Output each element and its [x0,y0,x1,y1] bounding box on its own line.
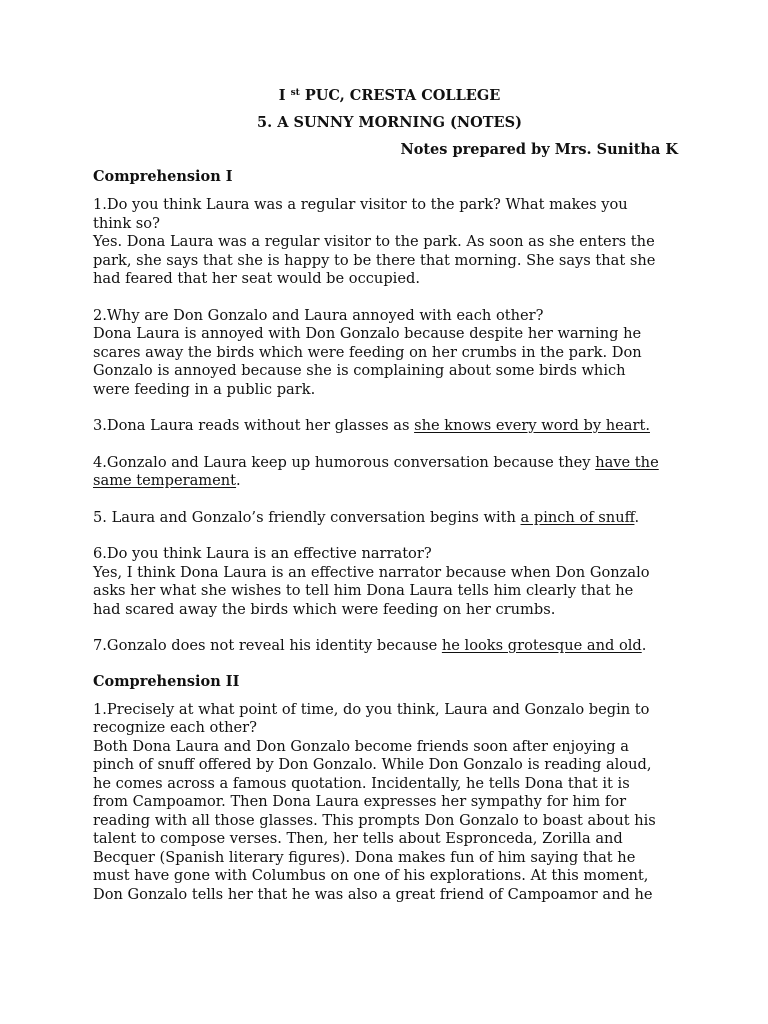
college-superscript: st [290,88,300,98]
text-line [93,417,678,436]
college-title [93,88,678,104]
text-line: had feared that her seat would be occupied. [93,270,420,287]
text-line: 6.Do you think Laura is an effective narrator? [93,545,432,562]
text-line: 2.Why are Don Gonzalo and Laura annoyed with each other? [93,306,544,324]
college-prefix: I [278,87,286,104]
text-line [93,637,678,656]
comp1-question-4 [93,454,678,491]
text-line: Don Gonzalo tells her that he was also a great friend of Campoamor and he [93,885,653,903]
answer-lead-in: 4.Gonzalo and Laura keep up humorous conversation because they [93,453,596,471]
answer-underlined: she knows every word by heart. [414,417,650,434]
answer-underlined: have the [595,453,659,471]
comp1-question-7 [93,637,678,656]
section-heading-comprehension-1: Comprehension I [93,168,233,185]
comp2-question-1 [93,701,678,905]
document-page [93,88,678,922]
comp1-question-6 [93,545,678,619]
text-line: Both Dona Laura and Don Gonzalo become friends soon after enjoying a [93,737,629,755]
answer-lead-in: 7.Gonzalo does not reveal his identity because [93,637,442,654]
answer-underlined: a pinch of snuff [520,508,635,526]
text-line: recognize each other? [93,719,257,736]
answer-tail: . [236,472,241,489]
text-line: Dona Laura is annoyed with Don Gonzalo because despite her warning he [93,325,642,342]
comp1-question-3 [93,417,678,436]
text-line [93,472,678,491]
text-line: from Campoamor. Then Dona Laura expresses her sympathy for him for [93,793,627,810]
section-heading-comprehension-2: Comprehension II [93,672,240,690]
text-line: park, she says that she is happy to be there that morning. She says that she [93,251,656,269]
text-line: were feeding in a public park. [93,380,316,398]
text-line: reading with all those glasses. This prompts Don Gonzalo to boast about his [93,811,656,829]
text-line: had scared away the birds which were feeding on her crumbs. [93,600,556,618]
text-line: think so? [93,214,160,232]
college-name: PUC, CRESTA COLLEGE [299,87,501,104]
text-line: Yes, I think Dona Laura is an effective narrator because when Don Gonzalo [93,563,650,581]
text-line: Gonzalo is annoyed because she is complaining about some birds which [93,362,626,379]
text-line: pinch of snuff offered by Don Gonzalo. While Don Gonzalo is reading aloud, [93,756,652,773]
answer-tail: . [641,637,647,654]
text-line: he comes across a famous quotation. Incidentally, he tells Dona that it is [93,774,630,792]
text-line [93,454,678,473]
answer-lead-in: 5. Laura and Gonzalo’s friendly conversation begins with [93,508,521,526]
text-line: Becquer (Spanish literary figures). Dona makes fun of him saying that he [93,848,636,866]
text-line: 1.Precisely at what point of time, do you think, Laura and Gonzalo begin to [93,700,650,718]
text-line: must have gone with Columbus on one of his explorations. At this moment, [93,867,649,884]
comp1-question-1 [93,196,678,289]
author-line: Notes prepared by Mrs. Sunitha K [400,141,678,158]
text-line: asks her what she wishes to tell him Dona Laura tells him clearly that he [93,582,634,599]
text-line: 1.Do you think Laura was a regular visitor to the park? What makes you [93,196,628,213]
answer-underlined: same temperament [93,472,237,489]
answer-lead-in: 3.Dona Laura reads without her glasses as [93,417,415,434]
chapter-title: 5. A SUNNY MORNING (NOTES) [257,114,522,131]
comp1-question-2 [93,307,678,400]
text-line: Yes. Dona Laura was a regular visitor to the park. As soon as she enters the [93,233,655,250]
text-line [93,509,678,528]
answer-underlined: he looks grotesque and old [441,637,642,654]
comp1-question-5 [93,509,678,528]
text-line: talent to compose verses. Then, her tells about Espronceda, Zorilla and [93,830,623,847]
answer-tail: . [634,508,640,526]
text-line: scares away the birds which were feeding on her crumbs in the park. Don [93,343,642,361]
